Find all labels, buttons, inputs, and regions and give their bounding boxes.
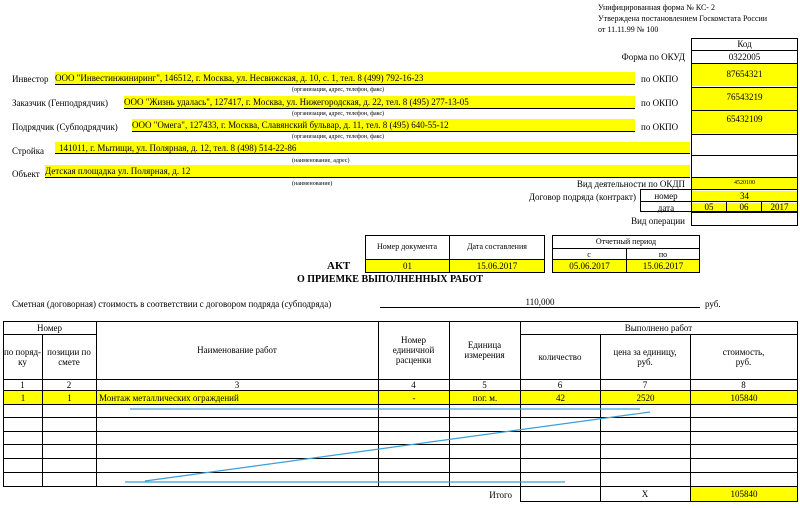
col-num: 8	[741, 379, 746, 390]
customer-okpo[interactable]: 76543219	[692, 88, 797, 110]
col-num: 1	[20, 379, 25, 390]
header-rate-number: Номер единичной расценки	[392, 335, 435, 365]
object-hint: (наименование)	[292, 181, 333, 187]
row-qty[interactable]: 42	[521, 391, 600, 404]
investor-okpo-label: по ОКПО	[641, 74, 679, 84]
total-label: Итого	[489, 490, 512, 500]
row-unit[interactable]: пог. м.	[450, 391, 520, 404]
row-rate[interactable]: -	[379, 391, 449, 404]
site-field[interactable]: 141011, г. Мытищи, ул. Полярная, д. 12, тел. 8 (498) 514-22-86	[55, 142, 690, 154]
header-price: цена за единицу, руб.	[613, 346, 677, 367]
approval-text: Утверждена постановлением Госкомстата России	[598, 14, 768, 23]
act-title: АКТ	[327, 260, 351, 272]
header-qty: количество	[538, 351, 582, 362]
contract-date-label: дата	[657, 203, 675, 213]
header-unit: Единица измерения	[464, 340, 505, 360]
investor-hint: (организация, адрес, телефон, факс)	[292, 87, 385, 93]
okdp-code[interactable]: 4520100	[692, 178, 797, 189]
doc-number-header: Номер документа	[376, 242, 437, 251]
customer-field[interactable]: ООО "Жизнь удалась", 127417, г. Москва, ул. Нижегородская, д. 22, тел. 8 (495) 277-13-05	[124, 96, 635, 109]
contract-month[interactable]: 06	[727, 203, 761, 211]
cost-unit: руб.	[705, 299, 721, 309]
okdp-label: Вид деятельности по ОКДП	[576, 179, 685, 189]
investor-okpo[interactable]: 87654321	[692, 64, 797, 86]
col-num: 6	[557, 379, 563, 390]
col-num: 4	[411, 379, 416, 390]
approval-date: от 11.11.99 № 100	[598, 25, 659, 34]
period-header: Отчетный период	[595, 237, 657, 246]
row-price[interactable]: 2520	[601, 391, 690, 404]
header-number: Номер	[36, 322, 63, 333]
contractor-okpo[interactable]: 65432109	[692, 111, 797, 133]
col-num: 7	[642, 379, 648, 390]
row-cost[interactable]: 105840	[691, 391, 797, 404]
investor-field[interactable]: ООО "Инвестинжиниринг", 146512, г. Москва, ул. Несвижская, д. 10, с. 1, тел. 8 (499) 792-16-23	[55, 72, 635, 85]
col-num: 2	[66, 379, 72, 390]
object-field[interactable]: Детская площадка ул. Полярная, д. 12	[45, 165, 690, 178]
okud-code: 0322005	[728, 52, 761, 62]
header-cost: стоимость, руб.	[722, 346, 765, 367]
operation-label: Вид операции	[631, 216, 685, 226]
cost-value[interactable]: 110,000	[380, 297, 700, 308]
row-name[interactable]: Монтаж металлических ограждений	[97, 391, 378, 404]
header-done: Выполнено работ	[624, 322, 693, 333]
form-number: Унифицированная форма № КС- 2	[598, 3, 715, 12]
period-to-header: по	[658, 250, 668, 259]
contract-day[interactable]: 05	[692, 203, 726, 211]
object-label: Объект	[12, 169, 40, 179]
period-to[interactable]: 15.06.2017	[627, 260, 699, 272]
doc-date[interactable]: 15.06.2017	[450, 260, 544, 272]
contractor-hint: (организация, адрес, телефон, факс)	[292, 134, 385, 140]
contract-number[interactable]: 34	[692, 191, 797, 201]
investor-label: Инвестор	[12, 74, 49, 84]
period-from[interactable]: 05.06.2017	[553, 260, 626, 272]
act-subtitle: О ПРИЕМКЕ ВЫПОЛНЕННЫХ РАБОТ	[296, 274, 484, 285]
period-from-header: с	[587, 250, 591, 259]
row-order[interactable]: 1	[4, 391, 42, 404]
doc-date-header: Дата составления	[467, 242, 527, 251]
site-label: Стройка	[12, 146, 44, 156]
okud-label: Форма по ОКУД	[621, 52, 685, 62]
row-position[interactable]: 1	[43, 391, 96, 404]
header-position: позиции по смете	[47, 346, 91, 367]
contractor-field[interactable]: ООО "Омега", 127433, г. Москва, Славянский бульвар, д. 11, тел. 8 (495) 640-55-12	[132, 119, 635, 132]
doc-number[interactable]: 01	[366, 260, 449, 272]
customer-hint: (организация, адрес, телефон, факс)	[292, 111, 385, 117]
customer-okpo-label: по ОКПО	[641, 98, 679, 108]
contractor-okpo-label: по ОКПО	[641, 122, 679, 132]
contract-number-label: номер	[654, 191, 678, 201]
header-order: по поряд-ку	[3, 346, 42, 367]
site-hint: (наименование, адрес)	[292, 158, 350, 164]
contract-year[interactable]: 2017	[762, 203, 797, 211]
header-name: Наименование работ	[197, 345, 277, 355]
customer-label: Заказчик (Генподрядчик)	[12, 98, 108, 108]
cost-label: Сметная (договорная) стоимость в соответствии с договором подряда (субподряда)	[12, 299, 332, 309]
kod-header: Код	[737, 39, 752, 49]
col-num: 5	[482, 379, 487, 390]
total-x: X	[641, 489, 649, 499]
total-value[interactable]: 105840	[691, 487, 797, 501]
contractor-label: Подрядчик (Субподрядчик)	[12, 122, 118, 132]
col-num: 3	[234, 379, 240, 390]
contract-label: Договор подряда (контракт)	[528, 192, 636, 202]
